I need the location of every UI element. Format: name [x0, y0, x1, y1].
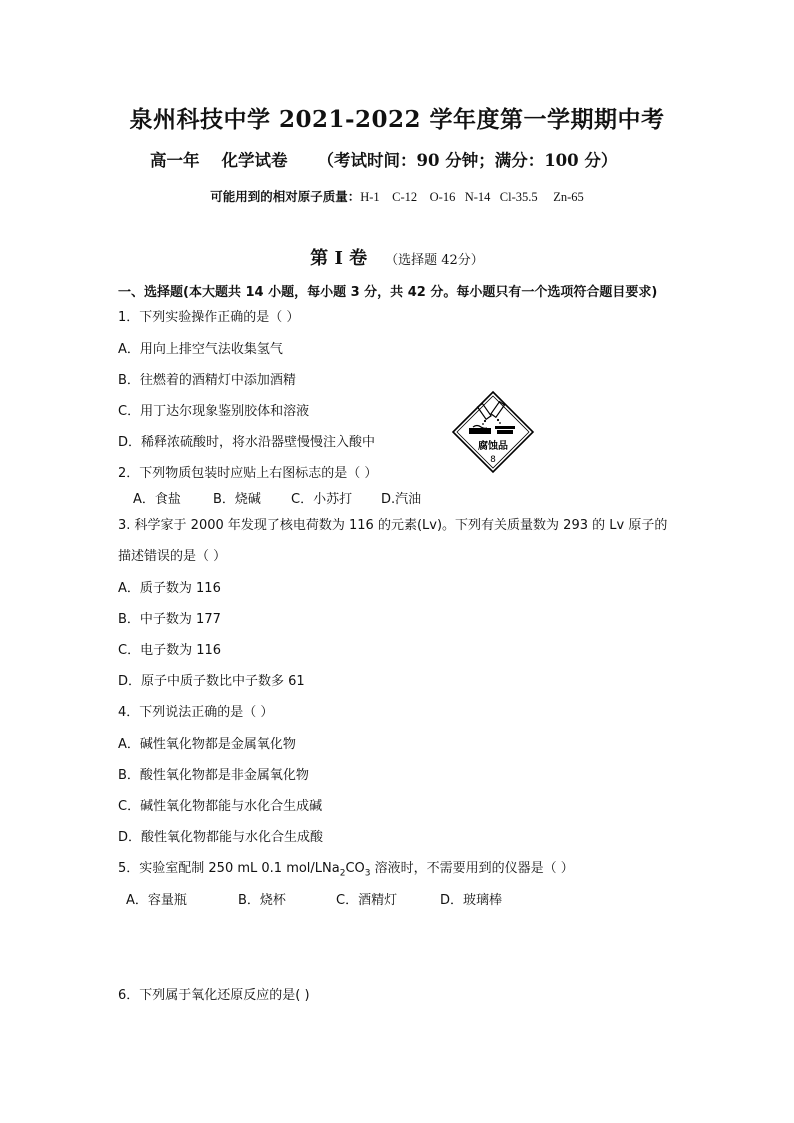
exam-title: 泉州科技中学 2021-2022 学年度第一学期期中考	[129, 106, 665, 133]
question-3-stem: 3. 科学家于 2000 年发现了核电荷数为 116 的元素(Lv)。下列有关质量数为 293 的 Lv 原子的	[118, 518, 668, 533]
exam-info: （考试时间：90 分钟；满分：100 分）	[317, 151, 618, 170]
question-5-sub-2: 3	[364, 868, 371, 879]
question-5-sub-1: 2	[339, 868, 346, 879]
question-4-option-b: B．酸性氧化物都是非金属氧化物	[118, 768, 309, 783]
question-2-option-a: A．食盐	[133, 492, 181, 507]
question-1-option-c: C．用丁达尔现象鉴别胶体和溶液	[118, 404, 310, 419]
question-5-stem	[118, 857, 574, 879]
question-5-stem-b: CO	[345, 861, 365, 876]
question-2-option-d: D.汽油	[381, 492, 422, 507]
question-1-option-d: D．稀释浓硫酸时，将水沿器壁慢慢注入酸中	[118, 435, 376, 450]
question-5-options	[126, 889, 502, 908]
question-5-stem-c: 溶液时，不需要用到的仪器是（ ）	[370, 861, 574, 876]
section-title: 第 I 卷	[310, 248, 368, 269]
question-3-stem-cont: 描述错误的是（ ）	[118, 549, 227, 564]
question-3-option-c: C．电子数为 116	[118, 643, 222, 658]
question-4-stem: 4．下列说法正确的是（ ）	[118, 705, 274, 720]
question-5-stem-a: 5．实验室配制 250 mL 0.1 mol/LNa	[118, 861, 340, 876]
subject-label: 化学试卷	[221, 151, 288, 170]
question-1-option-b: B．往燃着的酒精灯中添加酒精	[118, 373, 296, 388]
question-4-option-c: C．碱性氧化物都能与水化合生成碱	[118, 799, 323, 814]
question-3-option-b: B．中子数为 177	[118, 612, 221, 627]
question-2-options	[133, 488, 421, 507]
hazard-sign-label: 腐蚀品	[478, 441, 508, 452]
question-5-option-c: C．酒精灯	[336, 893, 398, 908]
hazard-class-number: 8	[490, 455, 496, 465]
section-heading	[0, 244, 794, 270]
question-2-option-b: B．烧碱	[213, 492, 261, 507]
atomic-mass-line	[0, 187, 794, 205]
section-subtitle: （选择题 42分）	[385, 253, 484, 268]
question-6-stem: 6．下列属于氧化还原反应的是( )	[118, 988, 310, 1003]
question-4-option-a: A．碱性氧化物都是金属氧化物	[118, 737, 296, 752]
question-4-option-d: D．酸性氧化物都能与水化合生成酸	[118, 830, 324, 845]
atomic-mass-values: H-1 C-12 O-16 N-14 Cl-35.5 Zn-65	[360, 190, 584, 204]
question-1-stem: 1．下列实验操作正确的是（ ）	[118, 310, 300, 325]
corrosive-hazard-icon	[451, 390, 535, 474]
question-3-option-a: A．质子数为 116	[118, 581, 221, 596]
instructions: 一、选择题(本大题共 14 小题，每小题 3 分，共 42 分。每小题只有一个选项符合题目要求)	[118, 285, 658, 300]
question-5-option-b: B．烧杯	[238, 893, 286, 908]
question-1-option-a: A．用向上排空气法收集氢气	[118, 342, 283, 357]
question-2-option-c: C．小苏打	[291, 492, 353, 507]
question-5-option-a: A．容量瓶	[126, 893, 187, 908]
question-3-option-d: D．原子中质子数比中子数多 61	[118, 674, 305, 689]
exam-subtitle	[150, 147, 710, 171]
atomic-mass-label: 可能用到的相对原子质量：	[210, 190, 361, 204]
question-5-option-d: D．玻璃棒	[440, 893, 503, 908]
question-2-stem: 2．下列物质包装时应贴上右图标志的是（ ）	[118, 466, 378, 481]
hazard-diamond	[451, 390, 535, 474]
grade-label: 高一年	[150, 151, 200, 170]
